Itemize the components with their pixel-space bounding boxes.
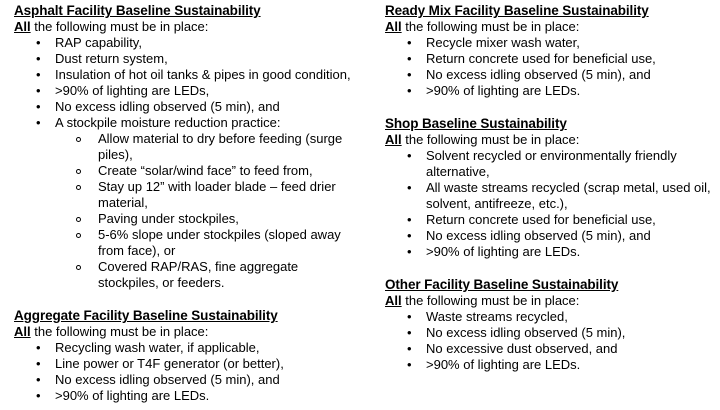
list-item-text: Recycling wash water, if applicable, xyxy=(55,340,260,355)
sub-list-item-text: Stay up 12” with loader blade – feed drier material, xyxy=(98,179,336,210)
section-heading: Other Facility Baseline Sustainability xyxy=(385,277,619,292)
intro-all-emphasis: All xyxy=(385,293,402,308)
bullet-disc-icon: • xyxy=(407,341,412,356)
list-item xyxy=(14,115,359,291)
bullet-disc-icon: • xyxy=(407,180,412,195)
list-item-text: Insulation of hot oil tanks & pipes in good condition, xyxy=(55,67,351,82)
section xyxy=(385,274,715,373)
list-item-text: Waste streams recycled, xyxy=(426,309,568,324)
bullet-disc-icon: • xyxy=(36,388,41,403)
list-item xyxy=(14,372,359,388)
list-item-text: >90% of lighting are LEDs. xyxy=(426,83,581,98)
bullet-disc-icon: • xyxy=(36,372,41,387)
requirements-list xyxy=(385,35,715,99)
bullet-circle-outline-icon xyxy=(76,217,81,222)
requirements-list xyxy=(14,340,359,404)
bullet-disc-icon: • xyxy=(36,99,41,114)
intro-rest-text: the following must be in place: xyxy=(401,19,580,34)
sub-list-item-text: Allow material to dry before feeding (surge piles), xyxy=(98,131,343,162)
sub-list-item-text: Covered RAP/RAS, fine aggregate stockpiles, or feeders. xyxy=(98,259,299,290)
intro-all-emphasis: All xyxy=(14,19,31,34)
bullet-disc-icon: • xyxy=(407,67,412,82)
bullet-circle-outline-icon xyxy=(76,185,81,190)
list-item xyxy=(385,51,715,67)
section-heading: Ready Mix Facility Baseline Sustainability xyxy=(385,3,649,18)
list-item-text: No excess idling observed (5 min), and xyxy=(426,67,651,82)
sub-list-item-text: Create “solar/wind face” to feed from, xyxy=(98,163,313,178)
section-intro xyxy=(385,132,715,148)
requirements-list xyxy=(385,148,715,260)
requirements-list xyxy=(14,35,359,291)
list-item xyxy=(14,99,359,115)
intro-all-emphasis: All xyxy=(385,132,402,147)
list-item xyxy=(385,325,715,341)
list-item xyxy=(14,340,359,356)
list-item-text: No excess idling observed (5 min), and xyxy=(426,228,651,243)
bullet-circle-outline-icon xyxy=(76,233,81,238)
list-item-text: Recycle mixer wash water, xyxy=(426,35,580,50)
sub-list-item-text: Paving under stockpiles, xyxy=(98,211,239,226)
list-item-text: No excess idling observed (5 min), and xyxy=(55,99,280,114)
bullet-disc-icon: • xyxy=(407,309,412,324)
section xyxy=(14,305,359,404)
list-item-text: Solvent recycled or environmentally friendly alternative, xyxy=(426,148,677,179)
sub-list-item xyxy=(55,131,359,163)
intro-rest-text: the following must be in place: xyxy=(30,19,209,34)
list-item-text: >90% of lighting are LEDs. xyxy=(426,244,581,259)
list-item xyxy=(385,180,715,212)
sub-requirements-list xyxy=(55,131,359,291)
section-intro xyxy=(14,19,359,35)
list-item-text: Return concrete used for beneficial use, xyxy=(426,51,656,66)
list-item-text: >90% of lighting are LEDs. xyxy=(55,388,210,403)
right-column xyxy=(385,0,715,373)
intro-rest-text: the following must be in place: xyxy=(401,293,580,308)
bullet-disc-icon: • xyxy=(407,83,412,98)
list-item-text: No excessive dust observed, and xyxy=(426,341,618,356)
sub-list-item xyxy=(55,163,359,179)
list-item xyxy=(385,35,715,51)
list-item-text: A stockpile moisture reduction practice: xyxy=(55,115,281,130)
bullet-disc-icon: • xyxy=(407,35,412,50)
sub-list-item xyxy=(55,227,359,259)
sub-list-item xyxy=(55,179,359,211)
list-item-text: Dust return system, xyxy=(55,51,168,66)
list-item-text: RAP capability, xyxy=(55,35,142,50)
bullet-disc-icon: • xyxy=(407,228,412,243)
bullet-disc-icon: • xyxy=(407,244,412,259)
bullet-disc-icon: • xyxy=(36,83,41,98)
bullet-circle-outline-icon xyxy=(76,265,81,270)
bullet-disc-icon: • xyxy=(407,325,412,340)
bullet-disc-icon: • xyxy=(36,67,41,82)
list-item-text: No excess idling observed (5 min), xyxy=(426,325,626,340)
intro-all-emphasis: All xyxy=(385,19,402,34)
list-item xyxy=(385,212,715,228)
list-item-text: >90% of lighting are LEDs. xyxy=(426,357,581,372)
section-intro xyxy=(385,293,715,309)
list-item xyxy=(14,388,359,404)
sub-list-item xyxy=(55,211,359,227)
sub-list-item-text: 5-6% slope under stockpiles (sloped away from face), or xyxy=(98,227,341,258)
intro-rest-text: the following must be in place: xyxy=(30,324,209,339)
section xyxy=(14,0,359,291)
list-item xyxy=(14,35,359,51)
section-heading: Asphalt Facility Baseline Sustainability xyxy=(14,3,261,18)
list-item xyxy=(385,341,715,357)
section-intro xyxy=(385,19,715,35)
list-item xyxy=(385,244,715,260)
intro-all-emphasis: All xyxy=(14,324,31,339)
section-heading: Shop Baseline Sustainability xyxy=(385,116,567,131)
list-item xyxy=(385,148,715,180)
bullet-disc-icon: • xyxy=(36,51,41,66)
left-column xyxy=(14,0,359,404)
section-heading: Aggregate Facility Baseline Sustainability xyxy=(14,308,278,323)
sub-list-item xyxy=(55,259,359,291)
bullet-circle-outline-icon xyxy=(76,169,81,174)
section xyxy=(385,0,715,99)
bullet-disc-icon: • xyxy=(36,115,41,130)
bullet-disc-icon: • xyxy=(407,51,412,66)
bullet-disc-icon: • xyxy=(36,35,41,50)
list-item-text: Line power or T4F generator (or better), xyxy=(55,356,284,371)
bullet-disc-icon: • xyxy=(407,148,412,163)
bullet-disc-icon: • xyxy=(36,340,41,355)
list-item xyxy=(385,309,715,325)
section xyxy=(385,113,715,260)
list-item xyxy=(14,67,359,83)
list-item xyxy=(385,357,715,373)
list-item xyxy=(14,83,359,99)
list-item-text: >90% of lighting are LEDs, xyxy=(55,83,210,98)
section-intro xyxy=(14,324,359,340)
intro-rest-text: the following must be in place: xyxy=(401,132,580,147)
list-item xyxy=(385,83,715,99)
list-item xyxy=(14,356,359,372)
requirements-list xyxy=(385,309,715,373)
bullet-circle-outline-icon xyxy=(76,137,81,142)
list-item-text: Return concrete used for beneficial use, xyxy=(426,212,656,227)
list-item xyxy=(385,228,715,244)
list-item xyxy=(385,67,715,83)
list-item xyxy=(14,51,359,67)
bullet-disc-icon: • xyxy=(407,357,412,372)
list-item-text: All waste streams recycled (scrap metal, used oil, solvent, antifreeze, etc.), xyxy=(426,180,711,211)
bullet-disc-icon: • xyxy=(36,356,41,371)
list-item-text: No excess idling observed (5 min), and xyxy=(55,372,280,387)
bullet-disc-icon: • xyxy=(407,212,412,227)
